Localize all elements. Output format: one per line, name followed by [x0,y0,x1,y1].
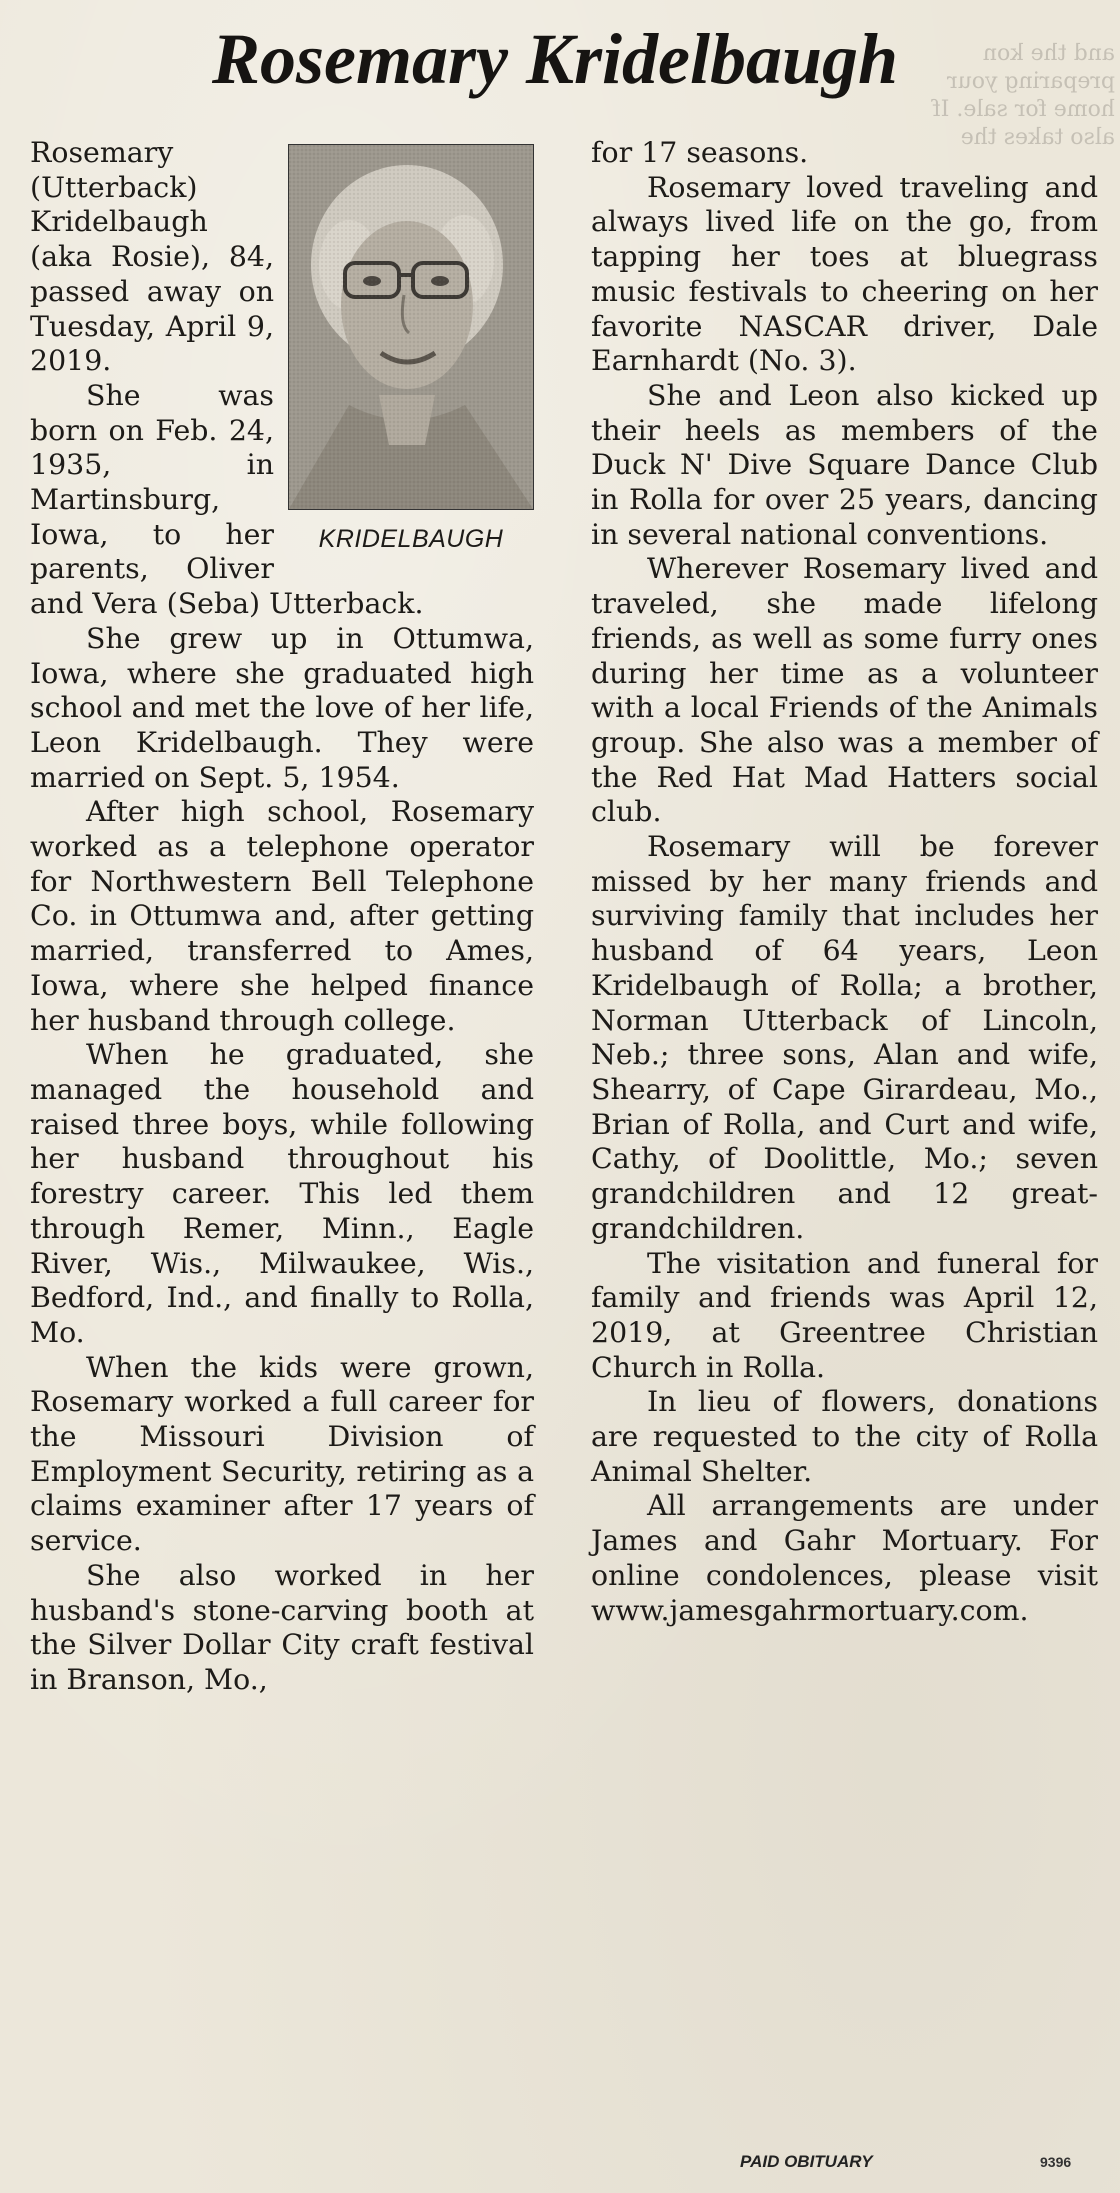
right-column [591,136,1098,1628]
left-paragraph-5: When he graduated, she managed the household and raised three boys, while following her husband throughout his forestry career. This led them through Remer, Minn., Eagle River, Wis., Milwaukee, Wis., Bedford, Ind., and finally to Rolla, Mo. [30,1038,534,1349]
portrait-photo [288,144,534,510]
left-paragraph-6: When the kids were grown, Rosemary worked a full career for the Missouri Division of Employment Security, retiring as a claims examiner after 17 years of service. [30,1350,534,1558]
left-paragraph-7: She also worked in her husband's stone-carving booth at the Silver Dollar City craft festival in Branson, Mo., [30,1558,534,1696]
right-paragraph-6: The visitation and funeral for family and friends was April 12, 2019, at Greentree Christian Church in Rolla. [591,1246,1098,1384]
right-paragraph-8: All arrangements are under James and Gahr Mortuary. For online condolences, please visit www.jamesgahrmortuary.com. [591,1489,1098,1627]
paid-obituary-label: PAID OBITUARY [740,2152,873,2171]
portrait-illustration [289,145,533,509]
right-paragraph-2: Rosemary loved traveling and always lived life on the go, from tapping her toes at bluegrass music festivals to cheering on her favorite NASCAR driver, Dale Earnhardt (No. 3). [591,170,1098,378]
right-paragraph-7: In lieu of flowers, donations are requested to the city of Rolla Animal Shelter. [591,1385,1098,1488]
right-paragraph-5: Rosemary will be forever missed by her many friends and surviving family that includes her husband of 64 years, Leon Kridelbaugh of Rolla; a brother, Norman Utterback of Lincoln, Neb.; three sons, Alan and wife, Shearry, of Cape Girardeau, Mo., Brian of Rolla, and Curt and wife, Cathy, of Doolittle, Mo.; seven grandchildren and 12 great-grandchildren. [591,830,1098,1245]
left-paragraph-4: After high school, Rosemary worked as a telephone operator for Northwestern Bell Telephone Co. in Ottumwa and, after getting married, transferred to Ames, Iowa, where she helped finance her husband through college. [30,795,534,1037]
left-paragraph-3: She grew up in Ottumwa, Iowa, where she graduated high school and met the love of her life, Leon Kridelbaugh. They were married on Sept. 5, 1954. [30,621,534,794]
left-paragraph-2: She was born on Feb. 24, 1935, in Martinsburg, Iowa, to her parents, Oliver and Vera (Seba) Utterback. [30,378,424,621]
ad-code: 9396 [1040,2154,1072,2170]
left-column [30,136,534,1698]
left-paragraph-1: Rosemary (Utterback) Kridelbaugh (aka Rosie), 84, passed away on Tuesday, April 9, 2019. [30,136,274,378]
photo-block [288,144,534,554]
right-paragraph-3: She and Leon also kicked up their heels as members of the Duck N' Dive Square Dance Club in Rolla for over 25 years, dancing in several national conventions. [591,378,1098,551]
photo-caption: KRIDELBAUGH [318,525,504,553]
right-paragraph-1: for 17 seasons. [591,136,809,169]
bleed-through-text: and the kon preparing your home for sale. If also takes the [932,41,1115,150]
obituary-title: Rosemary Kridelbaugh [212,19,899,99]
right-paragraph-4: Wherever Rosemary lived and traveled, she made lifelong friends, as well as some furry ones during her time as a volunteer with a local Friends of the Animals group. She also was a member of the Red Hat Mad Hatters social club. [591,552,1098,829]
